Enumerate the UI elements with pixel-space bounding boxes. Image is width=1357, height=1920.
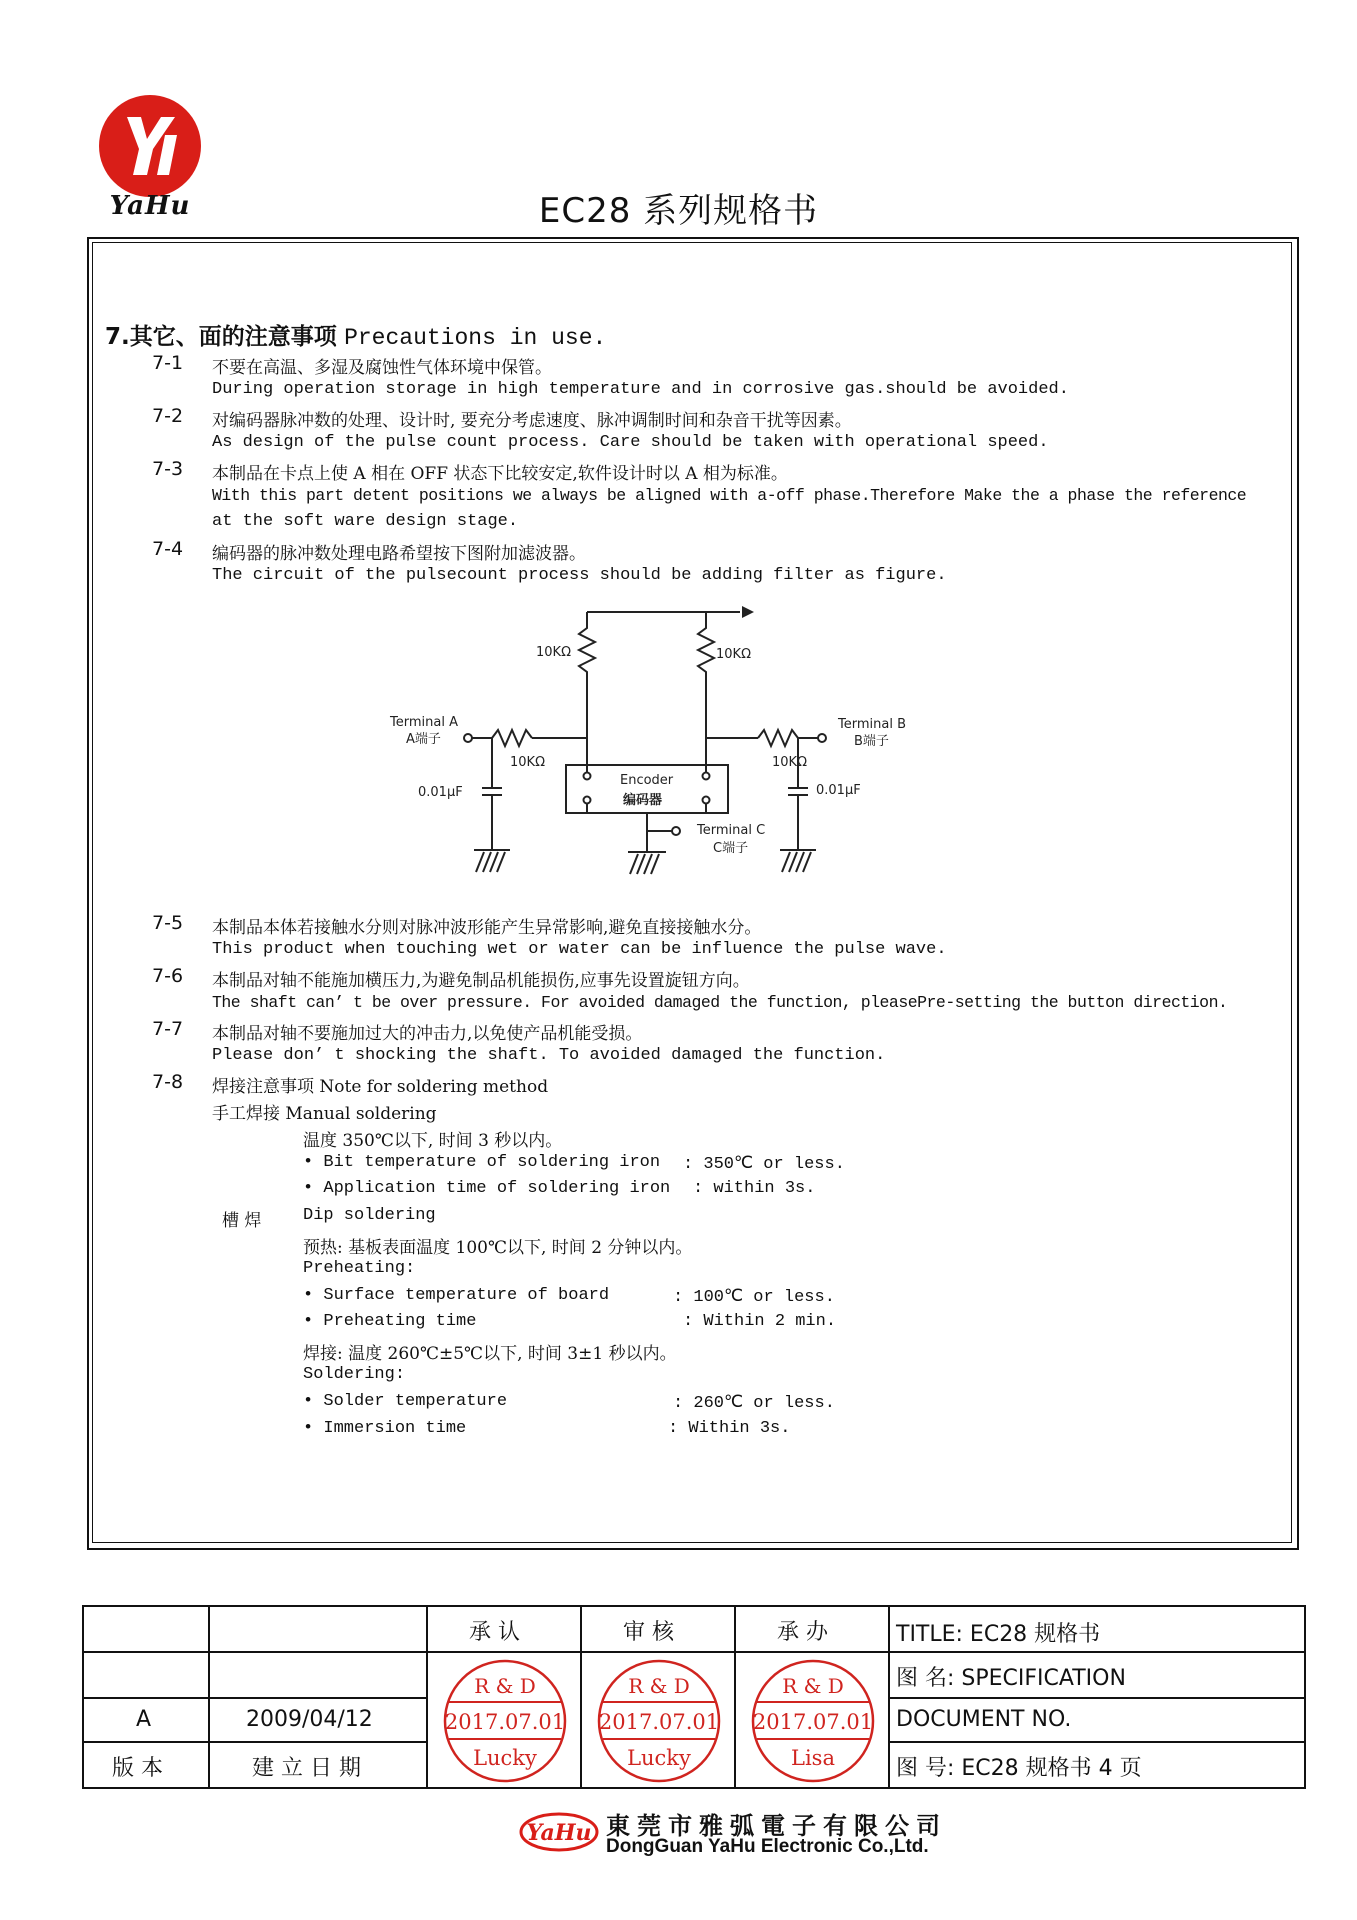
svg-text:2017.07.01: 2017.07.01 xyxy=(752,1710,874,1734)
version-value: A xyxy=(136,1707,152,1732)
item-text-cn: 编码器的脉冲数处理电路希望按下图附加滤波器。 xyxy=(212,544,586,564)
item-text-cn: 本制品在卡点上使 A 相在 OFF 状态下比较安定,软件设计时以 A 相为标准。 xyxy=(212,464,788,484)
bullet-label: • Bit temperature of soldering iron xyxy=(303,1153,661,1172)
bullet-label: • Application time of soldering iron xyxy=(303,1179,671,1198)
approval-table xyxy=(82,1605,1306,1789)
item-number: 7-2 xyxy=(152,405,184,427)
version-label: 版 本 xyxy=(112,1756,163,1781)
label-terminal-c-cn: C端子 xyxy=(713,841,749,856)
svg-text:2017.07.01: 2017.07.01 xyxy=(598,1710,720,1734)
label-encoder-cn: 编码器 xyxy=(623,793,663,808)
figno-row: 图 号: EC28 规格书 4 页 xyxy=(896,1756,1142,1781)
bullet-value: : Within 3s. xyxy=(668,1419,791,1438)
item-number: 7-4 xyxy=(152,538,184,560)
dip-soldering-label-en: Dip soldering xyxy=(303,1206,436,1225)
manual-soldering-cn: 温度 350℃以下, 时间 3 秒以内。 xyxy=(303,1131,563,1151)
approval-stamp xyxy=(441,1657,569,1785)
label-r-left: 10KΩ xyxy=(510,755,546,770)
item-text-cn: 焊接注意事项 Note for soldering method xyxy=(212,1077,549,1097)
item-text-cn: 不要在高温、多湿及腐蚀性气体环境中保管。 xyxy=(212,358,552,378)
dip-soldering-label-cn: 槽 焊 xyxy=(222,1211,262,1231)
section-heading xyxy=(105,318,606,351)
bullet-label: • Immersion time xyxy=(303,1419,467,1438)
item-number: 7-5 xyxy=(152,912,184,934)
company-name-en: DongGuan YaHu Electronic Co.,Ltd. xyxy=(606,1836,929,1857)
item-text-en: During operation storage in high temperature and in corrosive gas.should be avoided. xyxy=(212,380,1069,399)
label-terminal-c-en: Terminal C xyxy=(697,823,766,838)
svg-text:Lucky: Lucky xyxy=(473,1746,537,1770)
item-text-cn: 本制品对轴不能施加横压力,为避免制品机能损伤,应事先设置旋钮方向。 xyxy=(212,971,750,991)
item-number: 7-7 xyxy=(152,1018,184,1040)
bullet-value: : 350℃ or less. xyxy=(683,1155,845,1174)
svg-text:Lucky: Lucky xyxy=(627,1746,691,1770)
logo-wordmark: YaHu xyxy=(109,191,191,221)
label-terminal-a-cn: A端子 xyxy=(406,732,441,747)
filter-circuit-diagram xyxy=(380,590,920,880)
header-handle: 承 办 xyxy=(777,1620,828,1645)
item-text-en: The shaft can’ t be over pressure. For avoided damaged the function, pleasePre-setting the button direction. xyxy=(212,993,1228,1012)
label-r-top-right: 10KΩ xyxy=(716,647,752,662)
item-text-en: With this part detent positions we always be aligned with a-off phase.Therefore Make the a phase the reference xyxy=(212,486,1247,505)
bullet-value: : 100℃ or less. xyxy=(673,1288,835,1307)
bullet-value: : Within 2 min. xyxy=(683,1312,837,1331)
svg-text:R & D: R & D xyxy=(628,1674,690,1698)
label-terminal-b-en: Terminal B xyxy=(838,717,906,732)
item-number: 7-3 xyxy=(152,458,184,480)
solder-cn: 焊接: 温度 260℃±5℃以下, 时间 3±1 秒以内。 xyxy=(303,1344,677,1364)
item-number: 7-1 xyxy=(152,352,184,374)
date-value: 2009/04/12 xyxy=(246,1707,373,1732)
label-terminal-b-cn: B端子 xyxy=(854,734,889,749)
item-text-en: Please don’ t shocking the shaft. To avoided damaged the function. xyxy=(212,1046,886,1065)
section-number: 7. xyxy=(105,324,130,350)
section-title-en: Precautions in use. xyxy=(344,325,607,351)
footer-logo xyxy=(518,1810,600,1854)
item-text-cn: 本制品对轴不要施加过大的冲击力,以免使产品机能受损。 xyxy=(212,1024,643,1044)
bullet-value: : 260℃ or less. xyxy=(673,1394,835,1413)
label-r-top-left: 10KΩ xyxy=(536,645,572,660)
title-row: TITLE: EC28 规格书 xyxy=(896,1622,1101,1647)
document-title: EC28 系列规格书 xyxy=(538,191,819,231)
label-r-right: 10KΩ xyxy=(772,755,808,770)
label-encoder-en: Encoder xyxy=(620,773,674,788)
label-terminal-a-en: Terminal A xyxy=(390,715,458,730)
item-text-en: As design of the pulse count process. Care should be taken with operational speed. xyxy=(212,433,1049,452)
bullet-label: • Preheating time xyxy=(303,1312,477,1331)
item-text-en: at the soft ware design stage. xyxy=(212,512,519,531)
item-number: 7-8 xyxy=(152,1071,184,1093)
preheat-cn: 预热: 基板表面温度 100℃以下, 时间 2 分钟以内。 xyxy=(303,1238,693,1258)
svg-text:R & D: R & D xyxy=(782,1674,844,1698)
bullet-value: : within 3s. xyxy=(693,1179,816,1198)
item-text-cn: 本制品本体若接触水分则对脉冲波形能产生异常影响,避免直接接触水分。 xyxy=(212,918,762,938)
item-text-en: This product when touching wet or water can be influence the pulse wave. xyxy=(212,940,947,959)
bullet-label: • Surface temperature of board xyxy=(303,1286,610,1305)
section-title-cn: 其它、面的注意事项 xyxy=(129,324,337,350)
item-text-en: The circuit of the pulsecount process should be adding filter as figure. xyxy=(212,566,947,585)
review-stamp xyxy=(595,1657,723,1785)
solder-label: Soldering: xyxy=(303,1365,406,1384)
preheat-label: Preheating: xyxy=(303,1259,416,1278)
svg-text:R & D: R & D xyxy=(474,1674,536,1698)
item-text-cn: 对编码器脉冲数的处理、设计时, 要充分考虑速度、脉冲调制时间和杂音干扰等因素。 xyxy=(212,411,852,431)
label-cap-right: 0.01μF xyxy=(816,783,861,798)
logo-yh-mark xyxy=(99,95,201,197)
date-label: 建 立 日 期 xyxy=(252,1756,361,1781)
bullet-label: • Solder temperature xyxy=(303,1392,508,1411)
manual-soldering-label: 手工焊接 Manual soldering xyxy=(212,1104,437,1124)
item-number: 7-6 xyxy=(152,965,184,987)
handler-stamp xyxy=(749,1657,877,1785)
header-approve: 承 认 xyxy=(469,1620,520,1645)
header-review: 审 核 xyxy=(623,1620,674,1645)
svg-text:Lisa: Lisa xyxy=(791,1746,835,1770)
svg-text:YaHu: YaHu xyxy=(526,1820,592,1846)
svg-text:2017.07.01: 2017.07.01 xyxy=(444,1710,566,1734)
company-name-cn: 東莞市雅弧電子有限公司 xyxy=(606,1811,947,1840)
label-cap-left: 0.01μF xyxy=(418,785,463,800)
name-row: 图 名: SPECIFICATION xyxy=(896,1666,1126,1691)
docno-row: DOCUMENT NO. xyxy=(896,1707,1072,1732)
